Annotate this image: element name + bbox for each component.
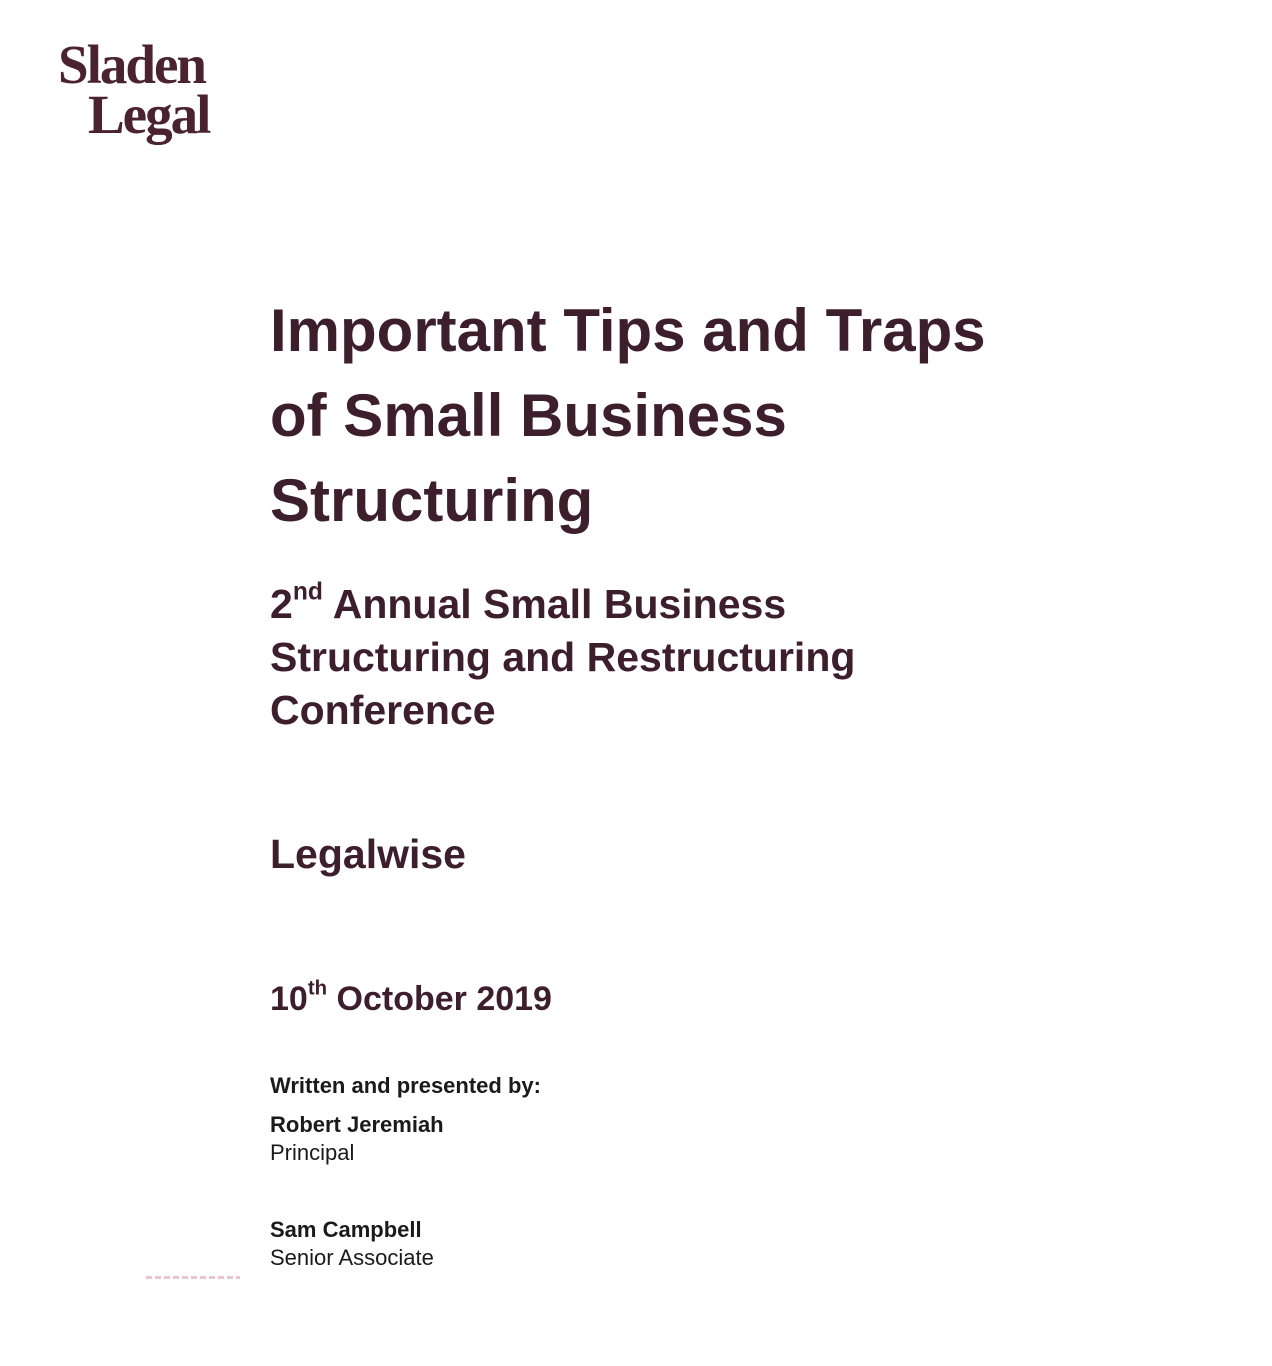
faint-footer-mark [146, 1276, 240, 1279]
title-line-2: of Small Business [270, 382, 787, 449]
presented-by-label: Written and presented by: [270, 1073, 541, 1098]
subtitle-line-1: Annual Small Business [322, 581, 787, 627]
author-block [270, 1216, 434, 1272]
organiser-name: Legalwise [270, 831, 466, 877]
title-line-3: Structuring [270, 467, 594, 534]
author-name: Sam Campbell [270, 1217, 422, 1242]
date-rest: October 2019 [327, 980, 552, 1018]
logo-line-2: Legal [88, 84, 210, 145]
sladen-legal-logo [58, 34, 210, 145]
date-suffix: th [307, 977, 328, 1000]
author-role: Senior Associate [270, 1245, 434, 1270]
author-role: Principal [270, 1140, 355, 1165]
author-block [270, 1111, 444, 1167]
subtitle-line-2: Structuring and Restructuring [270, 634, 856, 680]
subtitle-line-3: Conference [270, 687, 496, 733]
document-title [270, 288, 1170, 543]
date-day: 10 [270, 980, 308, 1018]
event-date [270, 975, 552, 1023]
subtitle-ordinal-suffix: nd [292, 578, 323, 606]
subtitle-ordinal-number: 2 [270, 581, 293, 627]
logo-line-1: Sladen [58, 34, 205, 95]
conference-subtitle [270, 578, 1050, 737]
author-name: Robert Jeremiah [270, 1112, 444, 1137]
title-line-1: Important Tips and Traps [270, 297, 986, 364]
